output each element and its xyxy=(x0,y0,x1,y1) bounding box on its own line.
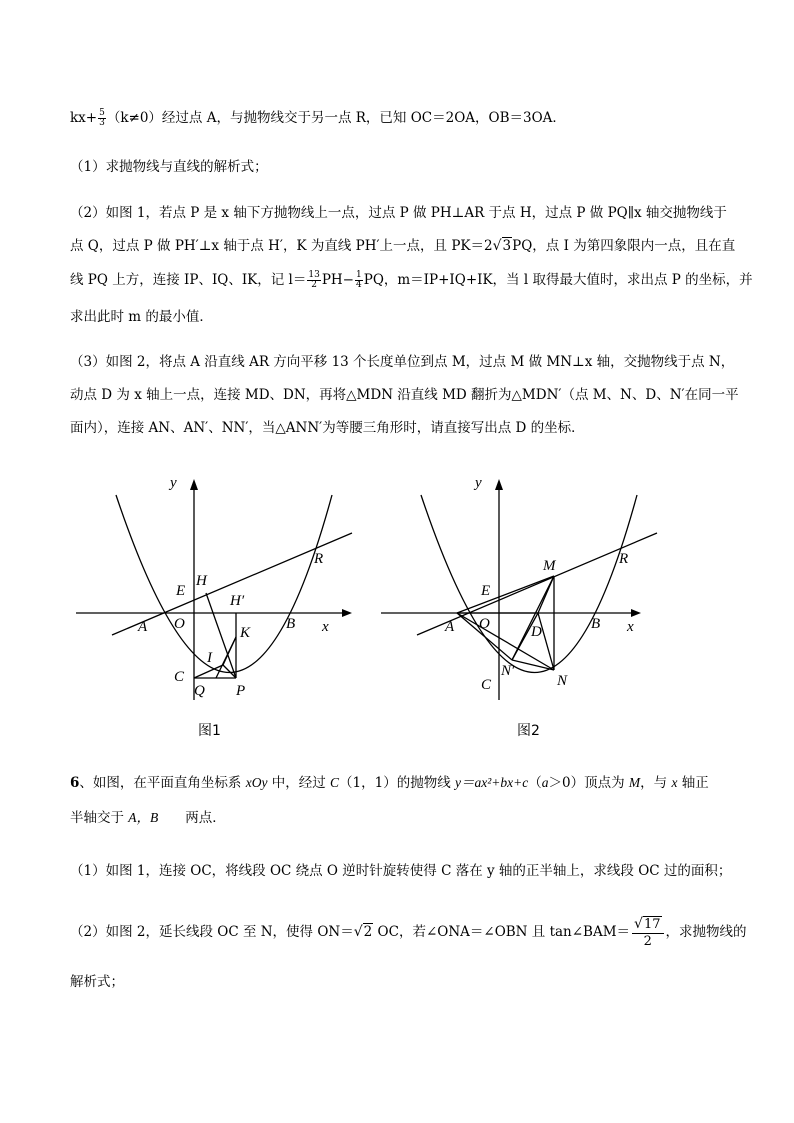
figure-2 xyxy=(375,465,675,745)
label-O: O xyxy=(479,616,490,632)
p6-line2: 半轴交于 A，B 两点． xyxy=(70,810,226,826)
p5-q2-line4: 求出此时 m 的最小值． xyxy=(70,309,213,325)
label-y: y xyxy=(170,475,177,491)
label-R: R xyxy=(314,551,324,567)
label-A: A xyxy=(138,619,148,635)
label-B: B xyxy=(286,616,296,632)
p5-intro: kx+ $\frac{5}{3}$ （k≠0）经过点 A，与抛物线交于另一点 R，已知 OC＝2OA，OB＝3OA． xyxy=(70,108,566,128)
line-AR xyxy=(112,533,352,635)
label-C: C xyxy=(174,669,185,685)
fraction-1-4: $\frac{1}{4}$ xyxy=(356,270,362,290)
parabola xyxy=(421,495,637,673)
label-B: B xyxy=(591,616,601,632)
label-E: E xyxy=(481,583,491,599)
label-R: R xyxy=(619,551,629,567)
p5-q3-line2: 动点 D 为 x 轴上一点，连接 MD、DN，再将△MDN 沿直线 MD 翻折为△MDN′（点 M、N、D、N′在同一平 xyxy=(70,387,739,403)
label-I: I xyxy=(207,650,212,666)
x-axis-arrow xyxy=(631,609,641,617)
label-H: H xyxy=(196,573,207,589)
fraction-13-2: $\frac{13}{2}$ xyxy=(308,270,320,290)
fraction-5-3: $\frac{5}{3}$ xyxy=(99,108,105,128)
figure-1 xyxy=(70,465,360,745)
p5-q2-line3: 线 PQ 上方，连接 IP、IQ、IK，记 l＝ $\frac{13}{2}$ PH− $\frac{1}{4}$ PQ，m＝IP+IQ+IK，当 l 取得最大值时，求出点 P 的坐标，并 xyxy=(70,270,753,290)
y-axis-arrow xyxy=(495,479,503,490)
p6-line1: 6、如图，在平面直角坐标系 xOy 中，经过 C（1，1）的抛物线 y＝ax²+bx+c（a＞0）顶点为 M，与 x 轴正 xyxy=(70,775,709,791)
label-y: y xyxy=(475,475,482,491)
p5-q3-line3: 面内），连接 AN、AN′、NN′，当△ANN′为等腰三角形时，请直接写出点 D 的坐标． xyxy=(70,420,585,436)
label-K: K xyxy=(240,625,251,641)
label-x: x xyxy=(322,619,329,635)
figure-2-caption: 图2 xyxy=(517,723,540,739)
p5-question-1: （1）求抛物线与直线的解析式； xyxy=(70,159,268,175)
label-O: O xyxy=(174,616,185,632)
label-E: E xyxy=(176,583,186,599)
label-C: C xyxy=(481,677,492,693)
p6-question-1: （1）如图 1，连接 OC，将线段 OC 绕点 O 逆时针旋转使得 C 落在 y 轴的正半轴上，求线段 OC 过的面积； xyxy=(70,863,732,879)
y-axis-arrow xyxy=(190,479,198,490)
label-x: x xyxy=(627,619,634,635)
p6-question-2: （2）如图 2，延长线段 OC 至 N，使得 ON＝√2 OC，若∠ONA＝∠OBN 且 tan∠BAM＝ $\frac{√17}{2}$ ，求抛物线的 xyxy=(70,915,747,949)
p5-q2-line1: （2）如图 1，若点 P 是 x 轴下方抛物线上一点，过点 P 做 PH⊥AR 于点 H，过点 P 做 PQ∥x 轴交抛物线于 xyxy=(70,205,727,221)
p5-q2-line2: 点 Q，过点 P 做 PH′⊥x 轴于点 H′，K 为直线 PH′上一点，且 PK＝2√3PQ，点 I 为第四象限内一点，且在直 xyxy=(70,238,736,254)
label-A: A xyxy=(445,619,455,635)
label-N-prime: N′ xyxy=(501,663,515,679)
label-N: N xyxy=(557,673,568,689)
x-axis-arrow xyxy=(342,609,352,617)
label-D: D xyxy=(531,624,542,640)
p5-q3-line1: （3）如图 2，将点 A 沿直线 AR 方向平移 13 个长度单位到点 M，过点 M 做 MN⊥x 轴，交抛物线于点 N， xyxy=(70,354,735,370)
label-H-prime: H′ xyxy=(230,593,245,609)
figure-1-caption: 图1 xyxy=(198,723,221,739)
segment-AM-inner xyxy=(457,576,554,613)
label-M: M xyxy=(543,558,556,574)
p6-question-2-line2: 解析式； xyxy=(70,974,124,990)
label-P: P xyxy=(236,683,246,699)
label-Q: Q xyxy=(194,683,205,699)
fraction-sqrt17-2: $\frac{√17}{2}$ xyxy=(632,916,663,950)
segment-AN xyxy=(457,613,554,670)
